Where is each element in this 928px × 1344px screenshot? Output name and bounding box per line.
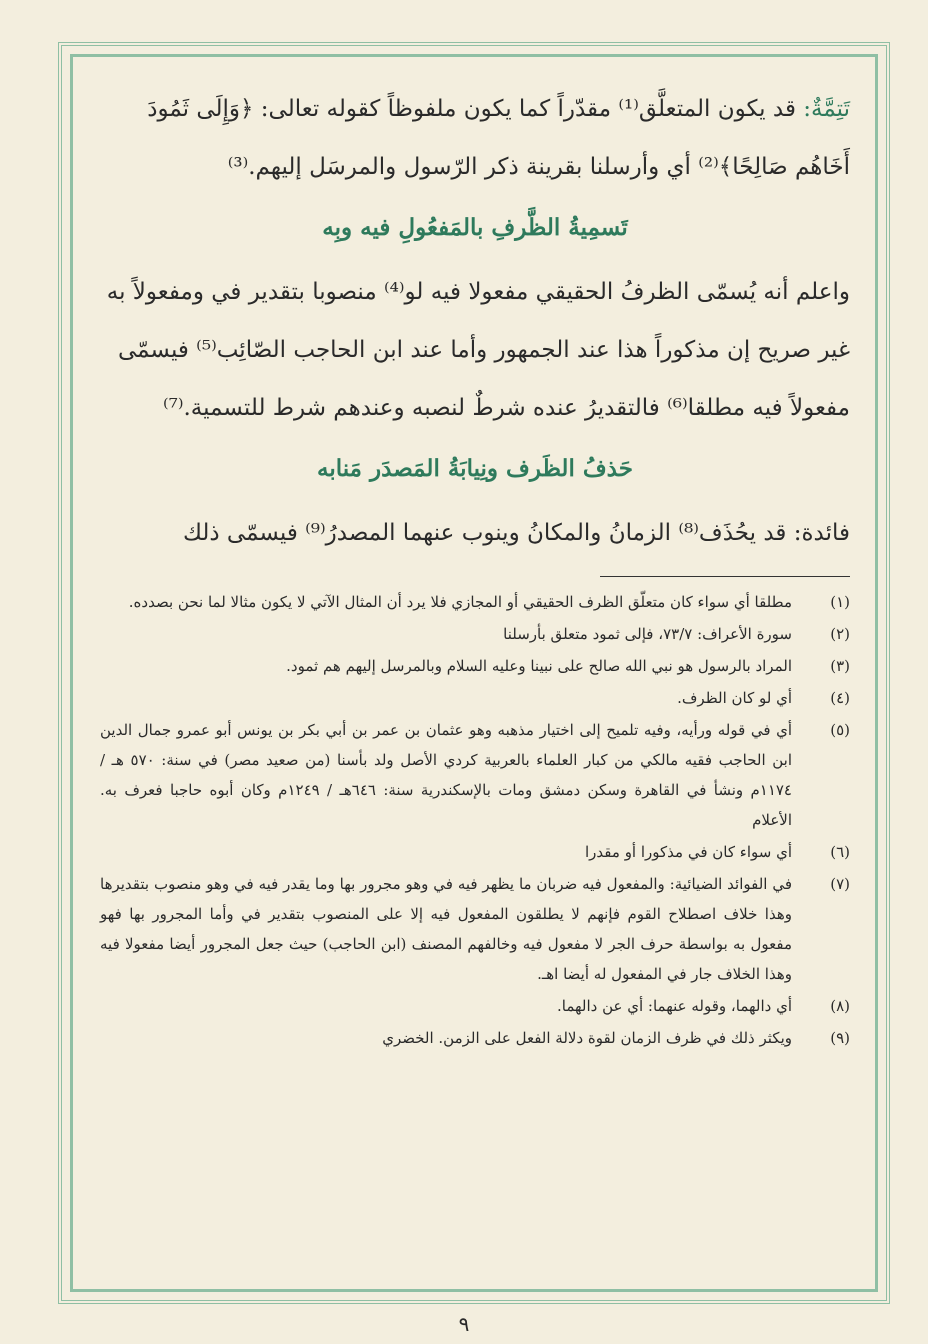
footnote-number: (٣) [830,657,850,675]
footnote-number: (٨) [830,997,850,1015]
footnote-item [100,683,850,713]
footnote-number: (٩) [830,1029,850,1047]
footnote-item [100,619,850,649]
paragraph-1-lead: تَتِمَّةٌ: [803,96,850,122]
footnotes [100,587,850,1053]
footnote-item [100,715,850,835]
footnote-number: (١) [830,593,850,611]
section-heading-2: حَذفُ الظَرف ونِيابَةُ المَصدَر مَنابه [317,455,633,482]
footnote-text: مطلقا أي سواء كان متعلّق الظرف الحقيقي أو المجازي فلا يرد أن المثال الآتي لا يكون مثالا لما نحن بصدده. [128,593,792,611]
paragraph-2-line-3: مفعولاً فيه مطلقا⁽⁶⁾ فالتقديرُ عنده شرطٌ لنصبه وعندهم شرط للتسمية.⁽⁷⁾ [162,395,850,421]
footnote-number: (٥) [830,721,850,739]
paragraph-3-line-1 [100,504,850,562]
paragraph-3-lead: فائدة: [793,520,850,546]
footnote-item [100,587,850,617]
footnote-text: في الفوائد الضيائية: والمفعول فيه ضربان ما يظهر فيه في وهو مجرور بها وما يقدر فيه في وهو منصوب بتقديرها وهذا خلاف اصطلاح القوم فإنهم لا يطلقون المفعول فيه إلا على المنصوب بتقدير في وأما المجرور بها فهو مفعول به بواسطة حرف الجر لا مفعول فيه وخالفهم المصنف (ابن الحاجب) حيث جعل المجرور أيضا مفعولا فيه وهذا الخلاف جار في المفعول له أيضا اهـ. [100,875,792,983]
footnote-item [100,991,850,1021]
paragraph-2-line-2: غير صريح إن مذكوراً هذا عند الجمهور وأما عند ابن الحاجب الصّائِب⁽⁵⁾ فيسمّى [117,337,850,363]
footnote-item [100,651,850,681]
footnote-separator [600,576,850,577]
paragraph-1-line-1 [100,80,850,138]
footnote-text: ويكثر ذلك في ظرف الزمان لقوة دلالة الفعل على الزمن. الخضري [382,1029,792,1047]
footnote-text: أي في قوله ورأيه، وفيه تلميح إلى اختيار مذهبه وهو عثمان بن عمر بن أبي بكر بن يونس أبو عمرو جمال الدين ابن الحاجب فقيه مالكي من كبار العلماء بالعربية كردي الأصل ولد بأسنا (من صعيد مصر) في سنة: ٥٧٠ هـ / ١١٧٤م ونشأ في القاهرة وسكن دمشق ومات بالإسكندرية سنة: ٦٤٦هـ / ١٢٤٩م وكان أبوه حاجبا فعرف به. الأعلام [100,721,792,829]
footnote-number: (٢) [830,625,850,643]
paragraph-3-text-1: قد يحُذَف⁽⁸⁾ الزمانُ والمكانُ وينوب عنهما المصدرُ⁽⁹⁾ فيسمّى ذلك [182,520,787,546]
page-content [100,80,850,1055]
footnote-number: (٧) [830,875,850,893]
footnote-text: أي سواء كان في مذكورا أو مقدرا [585,843,792,861]
paragraph-2-line-1: واعلم أنه يُسمّى الظرفُ الحقيقي مفعولا فيه لو⁽⁴⁾ منصوبا بتقدير في ومفعولاً به [106,279,850,305]
paragraph-1-text-1: قد يكون المتعلَّق⁽¹⁾ مقدّراً كما يكون ملفوظاً كقوله تعالى: ﴿وَإِلَى ثَمُودَ [147,96,796,122]
section-heading-1: تَسمِيةُ الظَّرفِ بالمَفعُولِ فيه وبِه [322,214,628,241]
footnote-item [100,869,850,989]
footnote-text: سورة الأعراف: ٧٣/٧، فإلى ثمود متعلق بأرسلنا [503,625,792,643]
footnote-text: أي دالهما، وقوله عنهما: أي عن دالهما. [556,997,792,1015]
footnote-text: أي لو كان الظرف. [677,689,792,707]
footnote-number: (٤) [830,689,850,707]
footnote-number: (٦) [830,843,850,861]
paragraph-1-line-2: أَخَاهُم صَالِحًا﴾⁽²⁾ أي وأرسلنا بقرينة ذكر الرّسول والمرسَل إليهم.⁽³⁾ [227,154,850,180]
footnote-item [100,1023,850,1053]
footnote-text: المراد بالرسول هو نبي الله صالح على نبينا وعليه السلام وبالمرسل إليهم هم ثمود. [286,657,792,675]
page-number: ٩ [458,1312,470,1336]
footnote-item [100,837,850,867]
